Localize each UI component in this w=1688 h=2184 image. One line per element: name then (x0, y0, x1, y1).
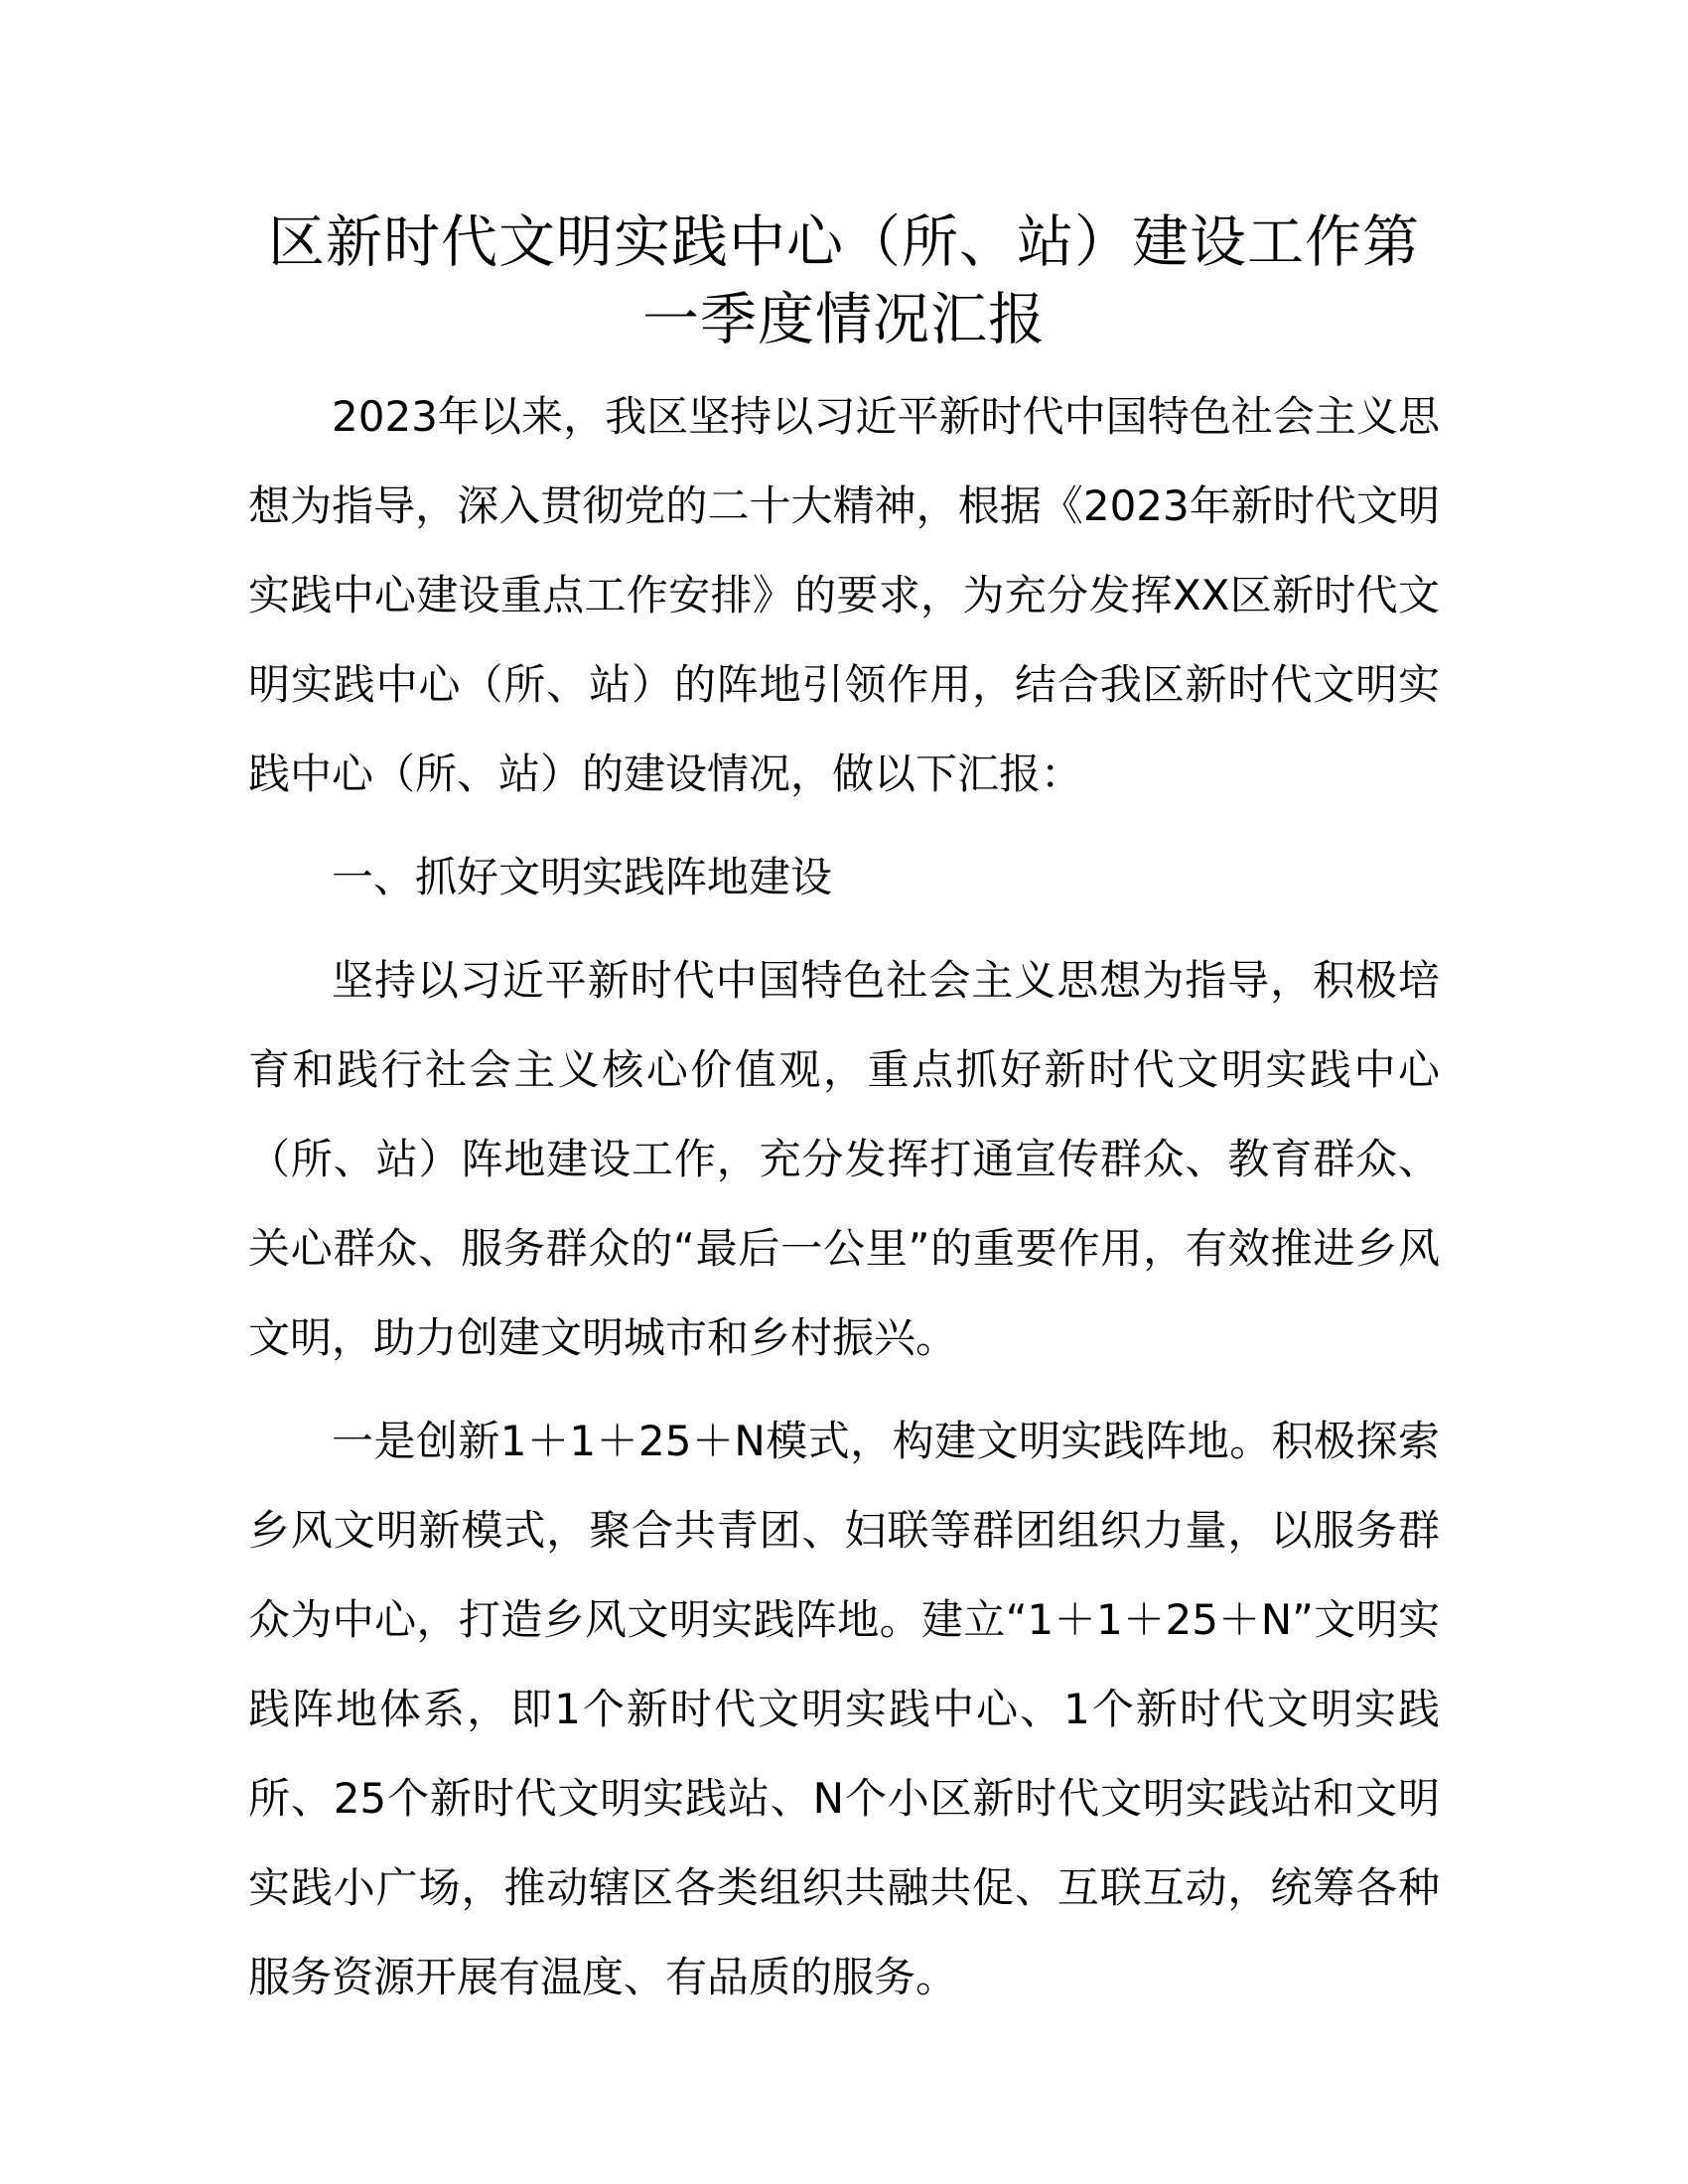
section-heading: 一、抓好文明实践阵地建设 (332, 853, 833, 901)
intro-paragraph: 2023年以来，我区坚持以习近平新时代中国特色社会主义思想为指导，深入贯彻党的二十大精神，根据《2023年新时代文明实践中心建设重点工作安排》的要求，为充分发挥XX区新时代文明实践中心（所、站）的阵地引领作用，结合我区新时代文明实践中心（所、站）的建设情况，做以下汇报： (248, 392, 1440, 798)
body-paragraph: 一是创新1＋1＋25＋N模式，构建文明实践阵地。积极探索乡风文明新模式，聚合共青团、妇联等群团组织力量，以服务群众为中心，打造乡风文明实践阵地。建立“1＋1＋25＋N”文明实践阵地体系，即1个新时代文明实践中心、1个新时代文明实践所、25个新时代文明实践站、N个小区新时代文明实践站和文明实践小广场，推动辖区各类组织共融共促、互联互动，统筹各种服务资源开展有温度、有品质的服务。 (248, 1417, 1440, 2001)
body-paragraph: 坚持以习近平新时代中国特色社会主义思想为指导，积极培育和践行社会主义核心价值观，重点抓好新时代文明实践中心（所、站）阵地建设工作，充分发挥打通宣传群众、教育群众、关心群众、服务群众的“最后一公里”的重要作用，有效推进乡风文明，助力创建文明城市和乡村振兴。 (248, 956, 1440, 1362)
document-body (248, 204, 1440, 2022)
document-title: 区新时代文明实践中心（所、站）建设工作第一季度情况汇报 (268, 209, 1420, 352)
